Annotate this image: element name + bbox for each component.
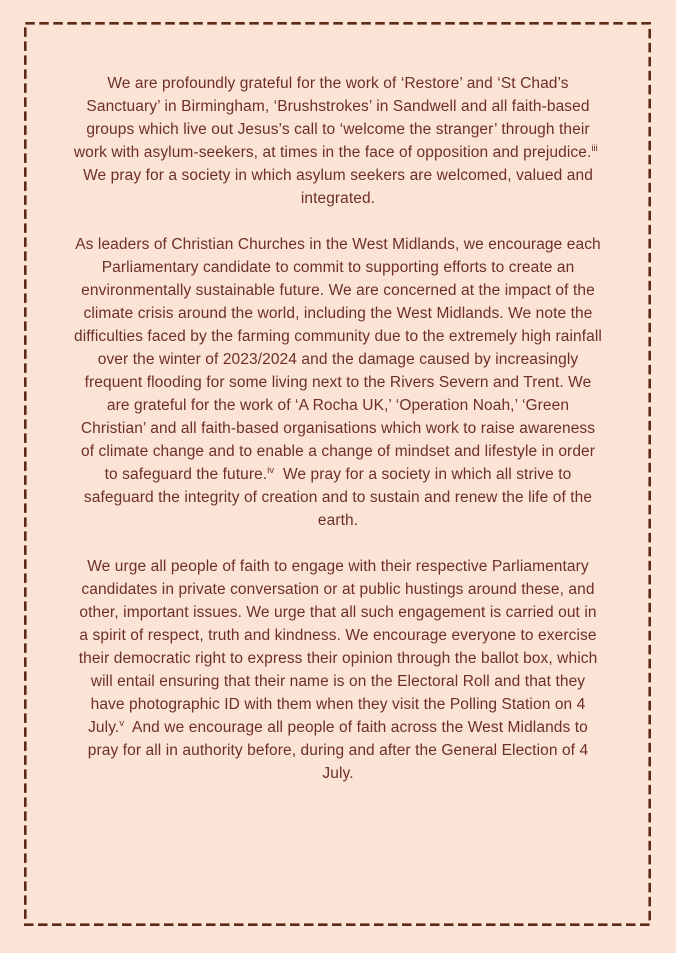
paragraph-climate-crisis (73, 233, 603, 532)
paragraph-asylum-seekers (73, 72, 603, 210)
paragraph-climate-text-after-footnote: We pray for a society in which all strive to safeguard the integrity of creation and to sustain and renew the life of the earth. (83, 466, 593, 529)
footnote-ref-v: v (119, 717, 125, 729)
paragraph-election-text-after-footnote: And we encourage all people of faith across the West Midlands to pray for all in authority before, during and after the General Election of 4 July. (87, 719, 589, 782)
paragraph-election-engagement (73, 555, 603, 785)
paragraph-election-text-before-footnote: We urge all people of faith to engage with their respective Parliamentary candidates in private conversation or at public hustings around these, and other, important issues. We urge that all such engagement is carried out in a spirit of respect, truth and kindness. We encourage everyone to exercise their democratic right to express their opinion through the ballot box, which will entail ensuring that their name is on the Electoral Roll and that they have photographic ID with them when they visit the Polling Station on 4 July. (78, 558, 598, 736)
letter-body (73, 72, 603, 808)
paragraph-asylum-text-before-footnote: We are profoundly grateful for the work of ‘Restore’ and ‘St Chad’s Sanctuary’ in Birmingham, ‘Brushstrokes’ in Sandwell and all faith-based groups which live out Jesus’s call to ‘welcome the stranger’ through their work with asylum-seekers, at times in the face of opposition and prejudice. (73, 75, 592, 161)
footnote-ref-iv: iv (267, 464, 275, 476)
paragraph-climate-text-before-footnote: As leaders of Christian Churches in the West Midlands, we encourage each Parliamentary candidate to commit to supporting efforts to create an environmentally sustainable future. We are concerned at the impact of the climate crisis around the world, including the West Midlands. We note the difficulties faced by the farming community due to the extremely high rainfall over the winter of 2023/2024 and the damage caused by increasingly frequent flooding for some living next to the Rivers Severn and Trent. We are grateful for the work of ‘A Rocha UK,’ ‘Operation Noah,’ ‘Green Christian’ and all faith-based organisations which work to raise awareness of climate change and to enable a change of mindset and lifestyle in order to safeguard the future. (74, 236, 602, 483)
paragraph-asylum-text-after-footnote: We pray for a society in which asylum seekers are welcomed, valued and integrated. (83, 144, 603, 207)
footnote-ref-iii: iii (591, 142, 598, 154)
